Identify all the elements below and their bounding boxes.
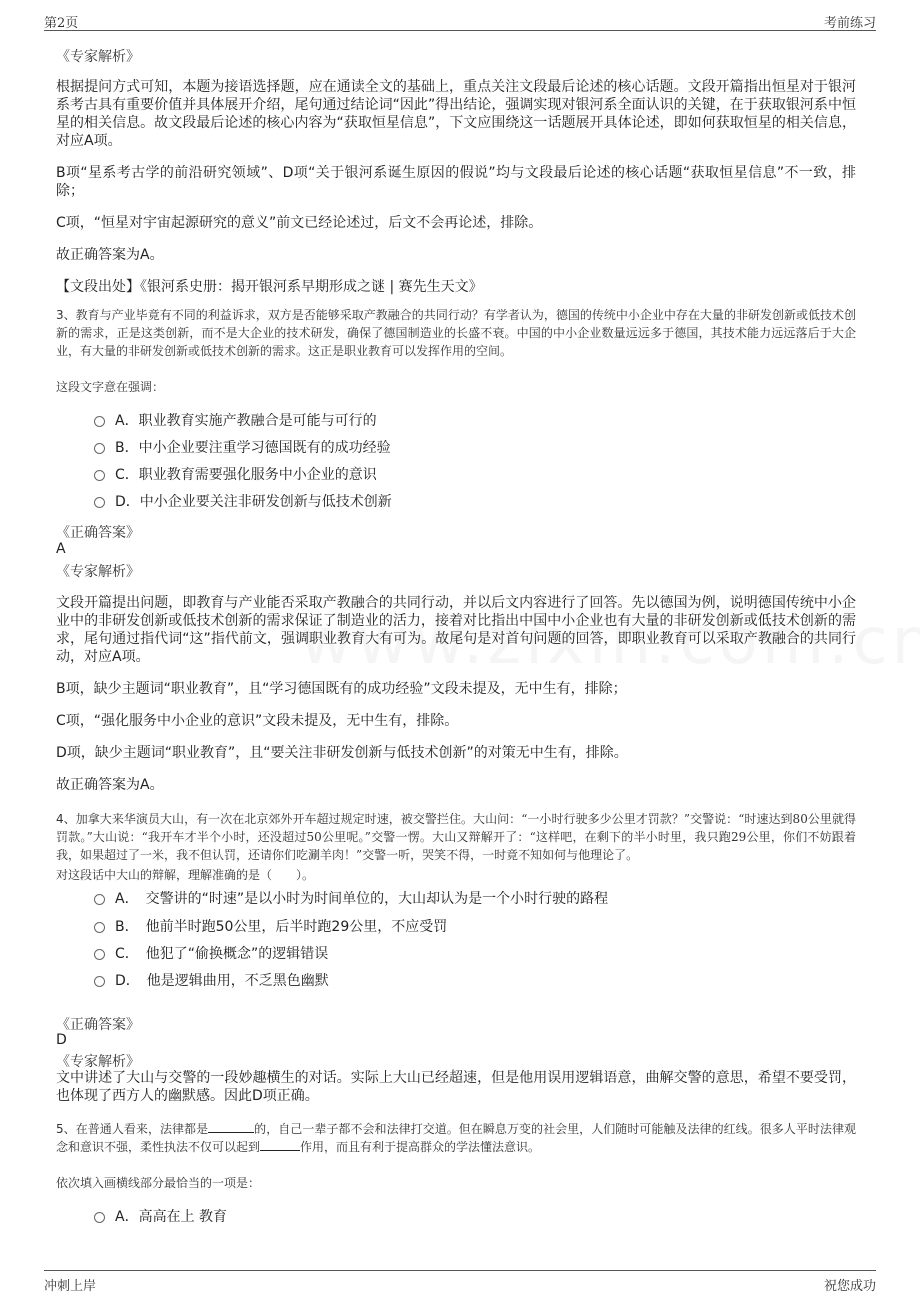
q3-analysis-p2: B项，缺少主题词“职业教育”，且“学习德国既有的成功经验”文段未提及，无中生有，排除； xyxy=(56,681,627,697)
q5-body-2: 的，自己一辈子都不会和法律打交道。但在瞬息万变的社会里，人们随时可能触及法律的红线。很多人平时法律观念和意识不强，柔性执法不仅可以起到 xyxy=(56,1122,856,1154)
q4-answer-label: 《正确答案》 xyxy=(56,1017,140,1033)
page-footer xyxy=(44,1270,876,1295)
header-title: 考前练习 xyxy=(823,16,876,31)
q4-option-c[interactable] xyxy=(94,945,328,963)
q5-blank-2 xyxy=(260,1138,300,1151)
q4-prompt: 对这段话中大山的辩解，理解准确的是（ ）。 xyxy=(56,868,315,882)
q5-body-3: 作用，而且有利于提高群众的学法懂法意识。 xyxy=(300,1140,541,1154)
q4-option-b-label: B． 他前半时跑50公里，后半时跑29公里，不应受罚 xyxy=(115,919,448,935)
radio-icon[interactable] xyxy=(94,416,105,427)
radio-icon[interactable] xyxy=(94,949,105,960)
q3-analysis-p3: C项，“强化服务中小企业的意识”文段未提及，无中生有，排除。 xyxy=(56,713,459,729)
q4-text xyxy=(56,810,856,864)
q5-option-a[interactable] xyxy=(94,1208,227,1226)
q4-answer: D xyxy=(56,1032,67,1048)
q4-analysis: 文中讲述了大山与交警的一段妙趣横生的对话。实际上大山已经超速，但是他用误用逻辑语意，曲解交警的意思，希望不要受罚，也体现了西方人的幽默感。因此D项正确。 xyxy=(56,1070,856,1104)
radio-icon[interactable] xyxy=(94,1212,105,1223)
q2-analysis-p4: 故正确答案为A。 xyxy=(56,247,164,263)
q4-body: 加拿大来华演员大山，有一次在北京郊外开车超过规定时速，被交警拦住。大山问：“一小时行驶多少公里才罚款？”交警说：“时速达到80公里就得罚款。”大山说：“我开车才半个小时，还没超过50公里呢。”交警一愣。大山又辩解开了：“这样吧，在剩下的半小时里，我只跑29公里，你们不妨跟着我，如果超过了一米，我不但认罚，还请你们吃涮羊肉！”交警一听，哭笑不得，一时竟不知如何与他理论了。 xyxy=(56,812,856,862)
q3-option-c[interactable] xyxy=(94,466,377,484)
q5-body-1: 在普通人看来，法律都是 xyxy=(75,1122,209,1136)
q3-option-b-label: B．中小企业要注重学习德国既有的成功经验 xyxy=(115,440,391,456)
q3-body: 教育与产业毕竟有不同的利益诉求，双方是否能够采取产教融合的共同行动？有学者认为，德国的传统中小企业中存在大量的非研发创新或低技术创新的需求，正是这类创新，而不是大企业的技术研发，确保了德国制造业的长盛不衰。中国的中小企业数量远远多于德国，其技术能力远远落后于大企业，有大量的非研发创新或低技术创新的需求。这正是职业教育可以发挥作用的空间。 xyxy=(56,308,856,358)
q2-expert-label: 《专家解析》 xyxy=(56,49,140,65)
page-number: 第2页 xyxy=(44,16,79,31)
q3-option-a[interactable] xyxy=(94,412,377,430)
q2-analysis-p1: 根据提问方式可知，本题为接语选择题，应在通读全文的基础上，重点关注文段最后论述的核心话题。文段开篇指出恒星对于银河系考古具有重要价值并具体展开介绍，尾句通过结论词“因此”得出结论，强调实现对银河系全面认识的关键，在于获取银河系中恒星的相关信息。故文段最后论述的核心内容为“获取恒星信息”，下文应围绕这一话题展开具体论述，即如何获取恒星的相关信息，对应A项。 xyxy=(56,79,856,149)
q3-option-d[interactable] xyxy=(94,493,392,511)
q4-option-a-label: A． 交警讲的“时速”是以小时为时间单位的，大山却认为是一个小时行驶的路程 xyxy=(115,891,609,907)
q5-option-a-label: A．高高在上 教育 xyxy=(115,1209,228,1225)
q3-prompt: 这段文字意在强调： xyxy=(56,380,165,394)
q3-option-a-label: A．职业教育实施产教融合是可能与可行的 xyxy=(115,413,377,429)
radio-icon[interactable] xyxy=(94,443,105,454)
radio-icon[interactable] xyxy=(94,894,105,905)
footer-left-text: 冲刺上岸 xyxy=(44,1279,97,1294)
q3-option-b[interactable] xyxy=(94,439,391,457)
q5-prompt: 依次填入画横线部分最恰当的一项是： xyxy=(56,1176,261,1190)
q4-expert-label: 《专家解析》 xyxy=(56,1054,140,1070)
q3-option-c-label: C．职业教育需要强化服务中小企业的意识 xyxy=(115,467,377,483)
q4-option-a[interactable] xyxy=(94,890,608,908)
q2-analysis-p2: B项“星系考古学的前沿研究领域”、D项“关于银河系诞生原因的假说”均与文段最后论述的核心话题“获取恒星信息”不一致，排除； xyxy=(56,165,856,199)
page-header xyxy=(44,8,876,31)
q3-analysis-p4: D项，缺少主题词“职业教育”，且“要关注非研发创新与低技术创新”的对策无中生有，排除。 xyxy=(56,745,628,761)
radio-icon[interactable] xyxy=(94,470,105,481)
q4-option-c-label: C． 他犯了“偷换概念”的逻辑错误 xyxy=(115,946,329,962)
radio-icon[interactable] xyxy=(94,976,105,987)
radio-icon[interactable] xyxy=(94,922,105,933)
q3-analysis-p1: 文段开篇提出问题，即教育与产业能否采取产教融合的共同行动，并以后文内容进行了回答。先以德国为例，说明德国传统中小企业中的非研发创新或低技术创新的需求保证了制造业的活力，接着对比指出中国中小企业也有大量的非研发创新或低技术创新的需求，尾句通过指代词“这”指代前文，强调职业教育大有可为。故尾句是对首句问题的回答，即职业教育可以采取产教融合的共同行动，对应A项。 xyxy=(56,595,856,665)
footer-right-text: 祝您成功 xyxy=(823,1279,876,1294)
q4-option-d[interactable] xyxy=(94,972,329,990)
q3-option-d-label: D．中小企业要关注非研发创新与低技术创新 xyxy=(115,494,392,510)
q4-number: 4、 xyxy=(56,812,76,826)
q3-answer: A xyxy=(56,541,66,557)
q5-number: 5、 xyxy=(56,1122,76,1136)
radio-icon[interactable] xyxy=(94,497,105,508)
q3-number: 3、 xyxy=(56,308,76,322)
q3-text xyxy=(56,306,856,360)
q4-option-d-label: D． 他是逻辑曲用，不乏黑色幽默 xyxy=(115,973,329,989)
q3-answer-label: 《正确答案》 xyxy=(56,525,140,541)
q2-source: 【文段出处】《银河系史册：揭开银河系早期形成之谜 | 赛先生天文》 xyxy=(56,279,483,295)
q5-text xyxy=(56,1120,856,1156)
q5-blank-1 xyxy=(208,1120,254,1133)
q2-analysis-p3: C项，“恒星对宇宙起源研究的意义”前文已经论述过，后文不会再论述，排除。 xyxy=(56,215,543,231)
q3-analysis-p5: 故正确答案为A。 xyxy=(56,777,164,793)
q3-expert-label: 《专家解析》 xyxy=(56,564,140,580)
q4-option-b[interactable] xyxy=(94,918,447,936)
